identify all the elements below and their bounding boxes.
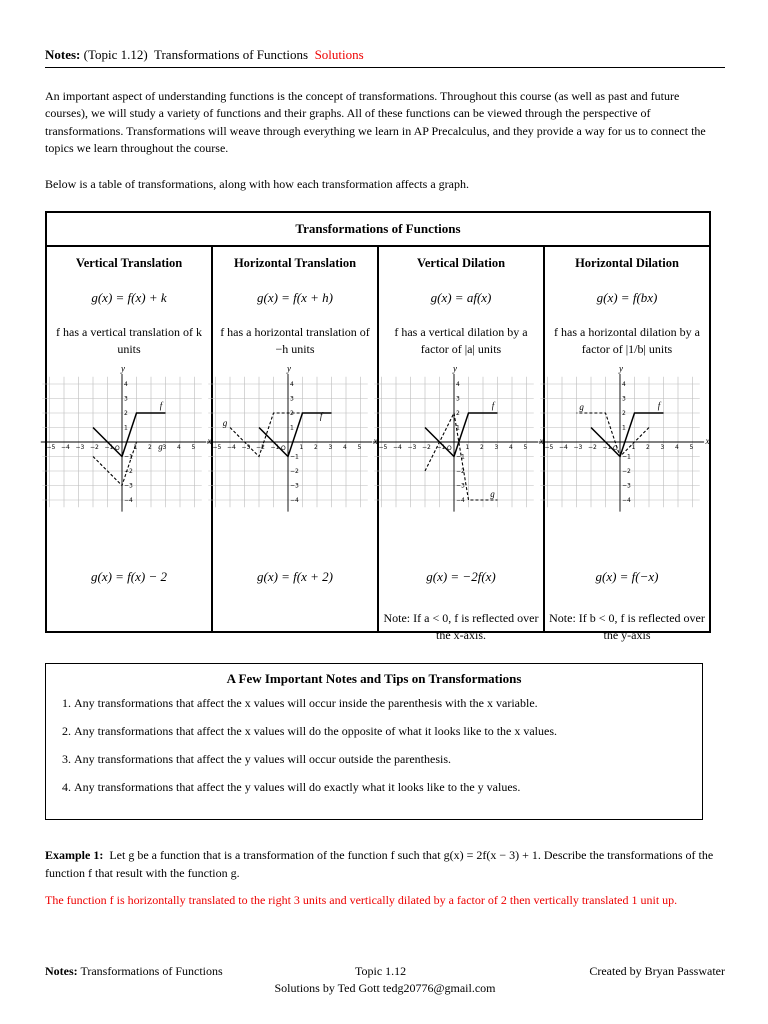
column-example: g(x) = f(x + 2) <box>256 569 333 584</box>
column-example: g(x) = f(−x) <box>595 569 659 584</box>
tip-item <box>74 695 702 711</box>
column-heading: Horizontal Dilation <box>575 256 679 270</box>
y-tick-label: −3 <box>290 482 299 490</box>
x-tick-label: 2 <box>480 444 484 451</box>
y-tick-label: −1 <box>456 453 465 461</box>
column-description: f has a horizontal translation of −h units <box>220 325 370 356</box>
y-tick-label: 1 <box>124 424 128 432</box>
column-example: g(x) = −2f(x) <box>426 569 496 584</box>
footer-notes-label: Notes: <box>45 964 78 978</box>
tips-title: A Few Important Notes and Tips on Transformations <box>226 671 522 686</box>
x-tick-label: 1 <box>631 444 636 451</box>
graph-1 <box>212 363 378 512</box>
page-header <box>45 47 725 68</box>
x-tick-label: 3 <box>494 444 499 451</box>
example-answer: The function f is horizontally translated to the right 3 units and vertically dilated by a factor of 2 then vertically translated 1 unit up. <box>45 893 678 907</box>
y-tick-label: 4 <box>290 381 294 388</box>
f-label: f <box>491 400 495 411</box>
y-tick-label: −4 <box>290 497 299 504</box>
solutions-label: Solutions <box>314 47 364 62</box>
y-tick-label: −2 <box>124 468 133 475</box>
x-tick-label: 2 <box>646 444 650 451</box>
x-tick-label: 5 <box>357 444 362 451</box>
x-tick-label: 3 <box>162 444 167 451</box>
intro-paragraph: An important aspect of understanding functions is the concept of transformations. Throughout this course (as well as past and future courses), we will study a variety of functions and their graphs. All of these functions can be viewed through the perspective of transformations. Transformations will weave through everything we learn in AP Precalculus, and they provide a way for us to connect the topics we learn throughout the course. <box>45 89 706 155</box>
x-tick-label: 4 <box>343 444 347 451</box>
x-tick-label: −3 <box>573 444 583 451</box>
x-tick-label: 4 <box>177 444 181 451</box>
tips-list <box>46 695 702 795</box>
column-0 <box>46 246 212 632</box>
y-tick-label: −4 <box>456 497 465 504</box>
x-tick-label: 3 <box>328 444 333 451</box>
y-tick-label: 1 <box>622 424 626 432</box>
x-tick-label: −3 <box>407 444 417 451</box>
x-tick-label: −1 <box>270 444 280 451</box>
topic-number: (Topic 1.12) <box>83 47 148 62</box>
column-description: f has a horizontal dilation by a factor of |1/b| units <box>554 325 700 356</box>
x-tick-label: −5 <box>212 444 222 451</box>
column-note: Note: If b < 0, f is reflected over the y-axis <box>549 611 705 642</box>
transformations-table <box>45 211 711 642</box>
x-tick-label: −1 <box>602 444 612 451</box>
graph-3 <box>544 363 710 512</box>
x-tick-label: 3 <box>660 444 665 451</box>
notes-label: Notes: <box>45 47 81 62</box>
g-label: g <box>579 402 584 413</box>
column-heading: Horizontal Translation <box>233 256 357 270</box>
y-tick-label: −2 <box>622 468 631 475</box>
page-title: Transformations of Functions <box>153 47 309 62</box>
example-1 <box>45 847 725 882</box>
g-label: g <box>490 489 495 500</box>
y-tick-label: 2 <box>290 410 294 417</box>
x-tick-label: −3 <box>241 444 251 451</box>
y-tick-label: 1 <box>290 424 294 432</box>
x-tick-label: −5 <box>378 444 388 451</box>
y-tick-label: 2 <box>124 410 128 417</box>
y-axis-label: y <box>453 363 457 374</box>
column-description: f has a vertical dilation by a factor of |a| units <box>394 325 528 356</box>
tip-item <box>74 723 702 739</box>
column-formula: g(x) = f(x + h) <box>256 290 333 305</box>
y-tick-label: 3 <box>622 395 626 403</box>
example-text: Let g be a function that is a transformation of the function f such that g(x) = 2f(x − 3) + 1. Describe the transformations of the function f that result with the function g. <box>45 848 714 880</box>
tip-text: Any transformations that affect the x values will do the opposite of what it looks like to the x values. <box>74 724 558 738</box>
y-axis-label: y <box>121 363 125 374</box>
column-2 <box>378 246 544 642</box>
column-formula: g(x) = f(bx) <box>596 290 658 305</box>
column-formula: g(x) = af(x) <box>430 290 492 305</box>
x-tick-label: −4 <box>61 444 70 451</box>
y-tick-label: −3 <box>456 482 465 490</box>
footer-topic: Topic 1.12 <box>355 964 407 978</box>
tip-text: Any transformations that affect the y values will do exactly what it looks like to the y values. <box>74 780 521 794</box>
y-tick-label: 2 <box>622 410 626 417</box>
y-tick-label: −2 <box>290 468 299 475</box>
column-formula: g(x) = f(x) + k <box>91 290 167 305</box>
y-tick-label: −1 <box>622 453 631 461</box>
y-tick-label: 3 <box>124 395 128 403</box>
graph-2 <box>378 363 544 512</box>
origin-label: O <box>613 445 618 452</box>
tip-text: Any transformations that affect the y values will occur outside the parenthesis. <box>74 752 452 766</box>
column-heading: Vertical Dilation <box>416 256 506 270</box>
tip-text: Any transformations that affect the x values will occur inside the parenthesis with the x variable. <box>74 696 538 710</box>
y-tick-label: −1 <box>124 453 133 461</box>
x-tick-label: −2 <box>256 444 265 451</box>
footer-author: Created by Bryan Passwater <box>589 964 725 978</box>
y-tick-label: −3 <box>124 482 133 490</box>
origin-label: O <box>115 445 120 452</box>
origin-label: O <box>281 445 286 452</box>
x-tick-label: 5 <box>523 444 528 451</box>
x-tick-label: −4 <box>559 444 568 451</box>
column-example: g(x) = f(x) − 2 <box>90 569 167 584</box>
y-tick-label: 4 <box>622 381 626 388</box>
origin-label: O <box>447 445 452 452</box>
column-description: f has a vertical translation of k units <box>56 325 202 356</box>
g-label: g <box>158 441 163 452</box>
x-tick-label: −3 <box>75 444 85 451</box>
column-note: Note: If a < 0, f is reflected over the x-axis. <box>383 611 539 642</box>
footer-solutions-credit: Solutions by Ted Gott tedg20776@gmail.com <box>274 981 496 995</box>
y-tick-label: 4 <box>124 381 128 388</box>
f-label: f <box>159 400 163 411</box>
column-1 <box>212 246 378 632</box>
x-tick-label: −4 <box>393 444 402 451</box>
x-tick-label: 5 <box>191 444 196 451</box>
x-axis-label: x <box>373 436 378 446</box>
x-tick-label: 1 <box>299 444 304 451</box>
y-axis-label: y <box>287 363 291 374</box>
x-tick-label: −1 <box>104 444 114 451</box>
x-tick-label: 5 <box>689 444 694 451</box>
x-tick-label: −2 <box>588 444 597 451</box>
tips-box <box>45 663 703 820</box>
example-label: Example 1: <box>45 848 104 862</box>
column-heading: Vertical Translation <box>75 256 183 270</box>
graph-0 <box>46 363 212 512</box>
x-tick-label: 2 <box>314 444 318 451</box>
table-title: Transformations of Functions <box>46 212 710 246</box>
x-axis-label: x <box>207 436 212 446</box>
y-tick-label: −3 <box>622 482 631 490</box>
x-tick-label: 2 <box>148 444 152 451</box>
tip-item <box>74 779 702 795</box>
x-tick-label: 1 <box>465 444 470 451</box>
x-axis-label: x <box>539 436 544 446</box>
tip-item <box>74 751 702 767</box>
g-label: g <box>222 418 228 429</box>
footer-title: Transformations of Functions <box>80 964 223 978</box>
intro-paragraph-2: Below is a table of transformations, along with how each transformation affects a graph. <box>45 177 469 191</box>
x-tick-label: −4 <box>227 444 236 451</box>
x-tick-label: −5 <box>544 444 554 451</box>
footer-left <box>45 964 223 979</box>
x-tick-label: −1 <box>436 444 446 451</box>
x-tick-label: 4 <box>675 444 679 451</box>
x-axis-label: x <box>705 436 710 446</box>
y-tick-label: 1 <box>456 424 460 432</box>
x-tick-label: −2 <box>90 444 99 451</box>
y-tick-label: −2 <box>456 468 465 475</box>
f-label: f <box>657 400 661 411</box>
y-tick-label: 2 <box>456 410 460 417</box>
x-tick-label: 1 <box>133 444 138 451</box>
column-3 <box>544 246 710 642</box>
x-tick-label: 4 <box>509 444 513 451</box>
y-axis-label: y <box>619 363 623 374</box>
y-tick-label: 3 <box>290 395 294 403</box>
y-tick-label: −1 <box>290 453 299 461</box>
y-tick-label: −4 <box>622 497 631 504</box>
x-tick-label: −2 <box>422 444 431 451</box>
y-tick-label: −4 <box>124 497 133 504</box>
x-tick-label: −5 <box>46 444 56 451</box>
y-tick-label: 3 <box>456 395 460 403</box>
f-label: f <box>319 410 323 421</box>
y-tick-label: 4 <box>456 381 460 388</box>
